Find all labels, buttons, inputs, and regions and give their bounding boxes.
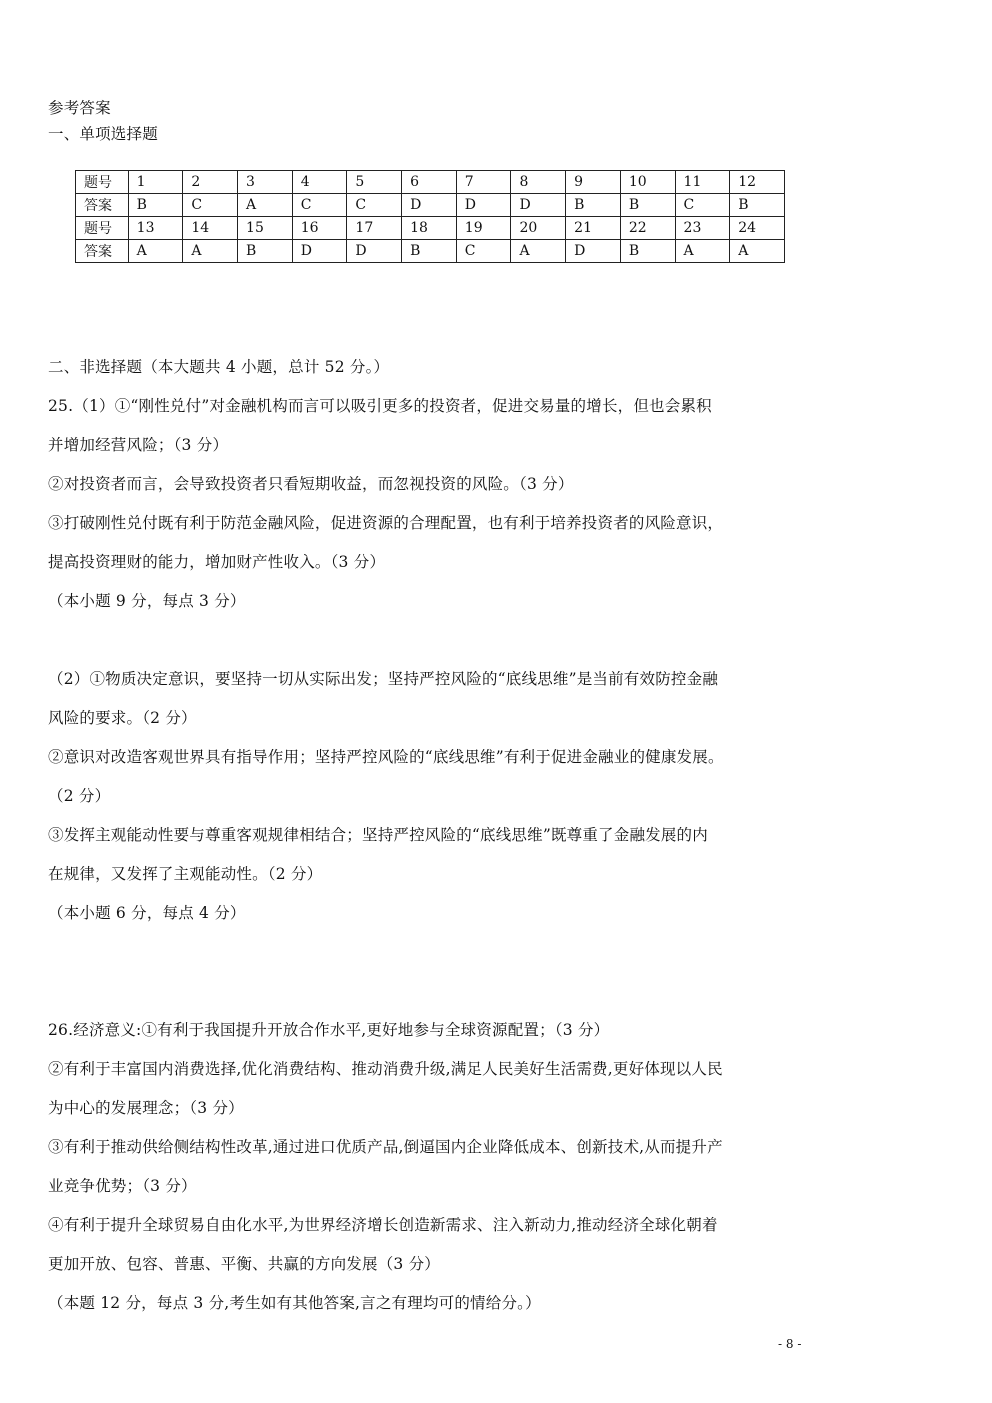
table-cell: 15	[238, 217, 293, 240]
answer-line: 提高投资理财的能力，增加财产性收入。（3 分）	[48, 553, 386, 571]
table-cell: A	[675, 240, 730, 263]
answer-line: ②对投资者而言，会导致投资者只看短期收益，而忽视投资的风险。（3 分）	[48, 475, 574, 493]
answer-table	[75, 170, 785, 263]
row-label: 题号	[76, 171, 129, 194]
table-cell: D	[292, 240, 347, 263]
answer-line: ③有利于推动供给侧结构性改革,通过进口优质产品,倒逼国内企业降低成本、创新技术,从而提升产	[48, 1138, 723, 1156]
answer-line: 风险的要求。（2 分）	[48, 709, 197, 727]
table-cell: 19	[456, 217, 511, 240]
answer-line: ②意识对改造客观世界具有指导作用；坚持严控风险的“底线思维”有利于促进金融业的健康发展。	[48, 748, 724, 766]
table-cell: D	[566, 240, 621, 263]
answer-line: 并增加经营风险；（3 分）	[48, 436, 229, 454]
table-cell: C	[347, 194, 402, 217]
table-cell: 2	[183, 171, 238, 194]
score-note: （本小题 9 分，每点 3 分）	[48, 592, 246, 610]
answer-line: ④有利于提升全球贸易自由化水平,为世界经济增长创造新需求、注入新动力,推动经济全球化朝着	[48, 1216, 718, 1234]
table-cell: A	[183, 240, 238, 263]
table-cell: B	[620, 240, 675, 263]
answer-line: （2）①物质决定意识，要坚持一切从实际出发；坚持严控风险的“底线思维”是当前有效防控金融	[48, 670, 719, 688]
section-heading-open: 二、非选择题（本大题共 4 小题，总计 52 分。）	[48, 358, 390, 376]
answer-line: （2 分）	[48, 787, 111, 805]
answer-line: ②有利于丰富国内消费选择,优化消费结构、推动消费升级,满足人民美好生活需费,更好体现以人民	[48, 1060, 723, 1078]
page-number: - 8 -	[778, 1337, 802, 1351]
table-cell: C	[456, 240, 511, 263]
table-cell: 13	[128, 217, 183, 240]
table-cell: B	[620, 194, 675, 217]
table-cell: 7	[456, 171, 511, 194]
table-cell: D	[402, 194, 457, 217]
table-cell: B	[238, 240, 293, 263]
table-row	[76, 240, 785, 263]
table-cell: 11	[675, 171, 730, 194]
table-cell: 1	[128, 171, 183, 194]
row-label: 答案	[76, 240, 129, 263]
table-row	[76, 171, 785, 194]
table-cell: 8	[511, 171, 566, 194]
table-cell: B	[730, 194, 785, 217]
row-label: 答案	[76, 194, 129, 217]
answer-line: 25.（1）①“刚性兑付”对金融机构而言可以吸引更多的投资者，促进交易量的增长，但也会累积	[48, 397, 712, 415]
table-cell: B	[566, 194, 621, 217]
table-cell: A	[511, 240, 566, 263]
table-cell: B	[128, 194, 183, 217]
table-cell: 9	[566, 171, 621, 194]
table-cell: A	[238, 194, 293, 217]
table-cell: 21	[566, 217, 621, 240]
table-cell: D	[511, 194, 566, 217]
table-cell: 10	[620, 171, 675, 194]
table-cell: C	[292, 194, 347, 217]
answer-line: 更加开放、包容、普惠、平衡、共赢的方向发展（3 分）	[48, 1255, 440, 1273]
table-cell: C	[675, 194, 730, 217]
answer-line: ③打破刚性兑付既有利于防范金融风险，促进资源的合理配置，也有利于培养投资者的风险意识，	[48, 514, 724, 532]
table-cell: A	[730, 240, 785, 263]
table-cell: 18	[402, 217, 457, 240]
answer-line: 业竞争优势；（3 分）	[48, 1177, 197, 1195]
table-row	[76, 194, 785, 217]
score-note: （本题 12 分，每点 3 分,考生如有其他答案,言之有理均可的情给分。）	[48, 1294, 541, 1312]
table-cell: A	[128, 240, 183, 263]
table-cell: 4	[292, 171, 347, 194]
answer-line: 在规律，又发挥了主观能动性。（2 分）	[48, 865, 323, 883]
table-cell: 22	[620, 217, 675, 240]
table-cell: 16	[292, 217, 347, 240]
section-heading-choice: 一、单项选择题	[48, 125, 158, 143]
answer-line: 26.经济意义:①有利于我国提升开放合作水平,更好地参与全球资源配置；（3 分）	[48, 1021, 610, 1039]
table-cell: D	[456, 194, 511, 217]
table-cell: 17	[347, 217, 402, 240]
table-row	[76, 217, 785, 240]
table-cell: 24	[730, 217, 785, 240]
table-cell: D	[347, 240, 402, 263]
row-label: 题号	[76, 217, 129, 240]
table-cell: 23	[675, 217, 730, 240]
score-note: （本小题 6 分，每点 4 分）	[48, 904, 246, 922]
table-cell: C	[183, 194, 238, 217]
table-cell: 3	[238, 171, 293, 194]
answer-line: ③发挥主观能动性要与尊重客观规律相结合；坚持严控风险的“底线思维”既尊重了金融发展的内	[48, 826, 708, 844]
table-cell: 12	[730, 171, 785, 194]
answer-line: 为中心的发展理念；（3 分）	[48, 1099, 244, 1117]
table-cell: 6	[402, 171, 457, 194]
table-cell: 20	[511, 217, 566, 240]
doc-title: 参考答案	[48, 99, 111, 117]
table-cell: B	[402, 240, 457, 263]
table-cell: 14	[183, 217, 238, 240]
table-cell: 5	[347, 171, 402, 194]
